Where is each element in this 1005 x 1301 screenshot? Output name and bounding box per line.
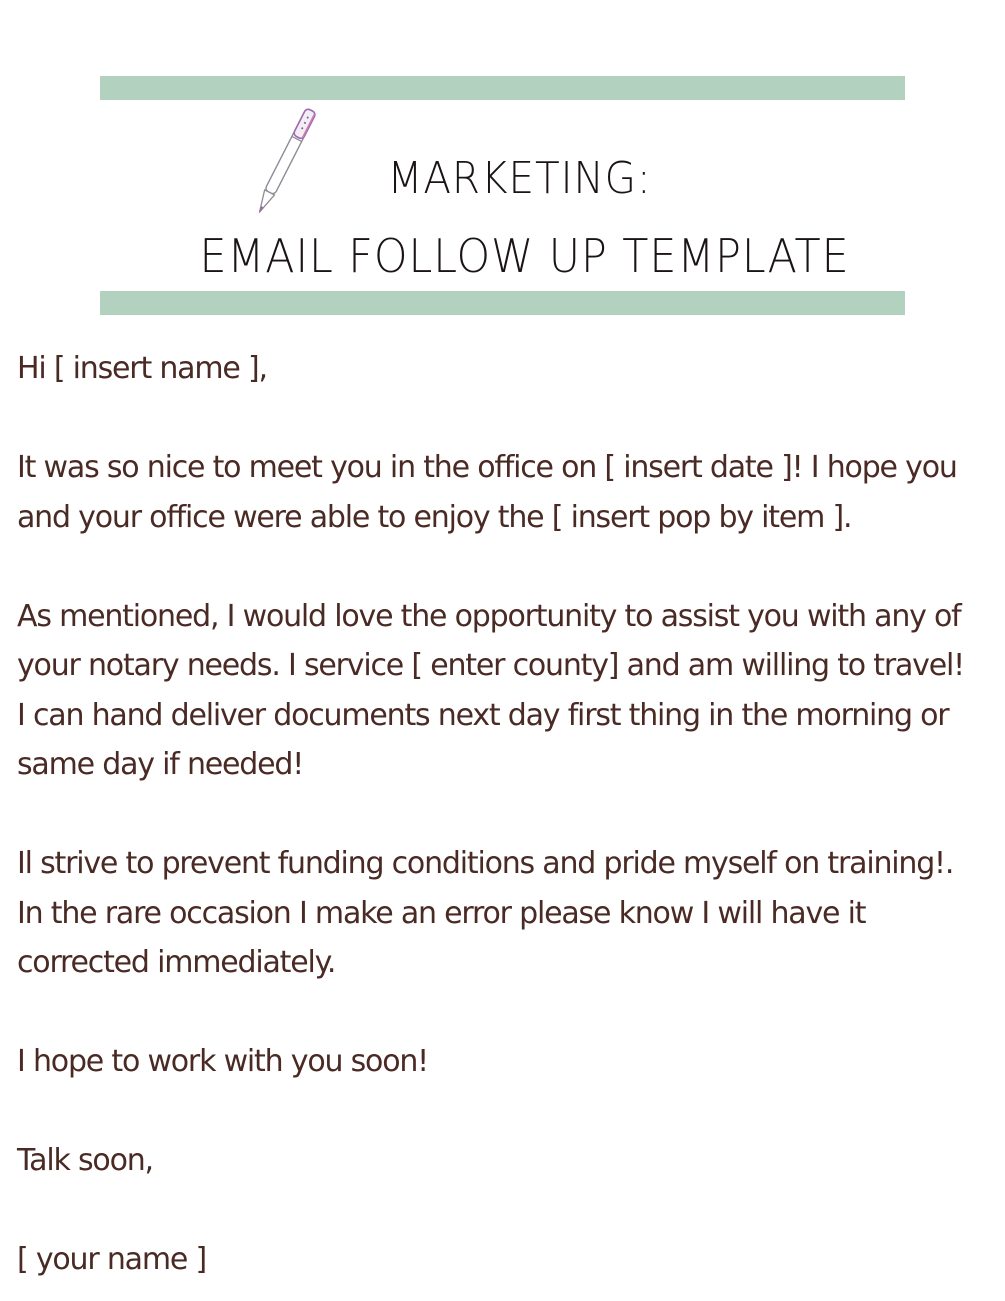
closing-line: I hope to work with you soon!	[17, 1044, 428, 1079]
paragraph-quality	[17, 839, 997, 988]
greeting: Hi [ insert name ],	[17, 351, 267, 386]
top-accent-band	[100, 76, 905, 100]
paragraph-line: Il strive to prevent funding conditions and pride myself on training!.	[17, 846, 954, 881]
paragraph-line: your notary needs. I service [ enter county] and am willing to travel!	[17, 648, 964, 683]
paragraph-line: In the rare occasion I make an error please know I will have it	[17, 895, 866, 931]
paragraph-meeting	[17, 443, 997, 542]
email-body	[17, 344, 997, 1285]
paragraph-line: corrected immediately.	[17, 945, 336, 980]
paragraph-line: It was so nice to meet you in the office on [ insert date ]! I hope you	[17, 450, 957, 485]
page-title-line-2: EMAIL FOLLOW UP TEMPLATE	[199, 229, 850, 283]
signature: [ your name ]	[17, 1242, 206, 1277]
paragraph-line: I can hand deliver documents next day first thing in the morning or	[17, 697, 949, 733]
paragraph-line: and your office were able to enjoy the [ insert pop by item ].	[17, 499, 852, 535]
sign-off: Talk soon,	[17, 1143, 153, 1178]
paragraph-services	[17, 592, 997, 790]
paragraph-line: same day if needed!	[17, 747, 304, 782]
paragraph-line: As mentioned, I would love the opportunity to assist you with any of	[17, 598, 961, 634]
bottom-accent-band	[100, 291, 905, 315]
page-title-line-1: MARKETING:	[387, 153, 652, 204]
